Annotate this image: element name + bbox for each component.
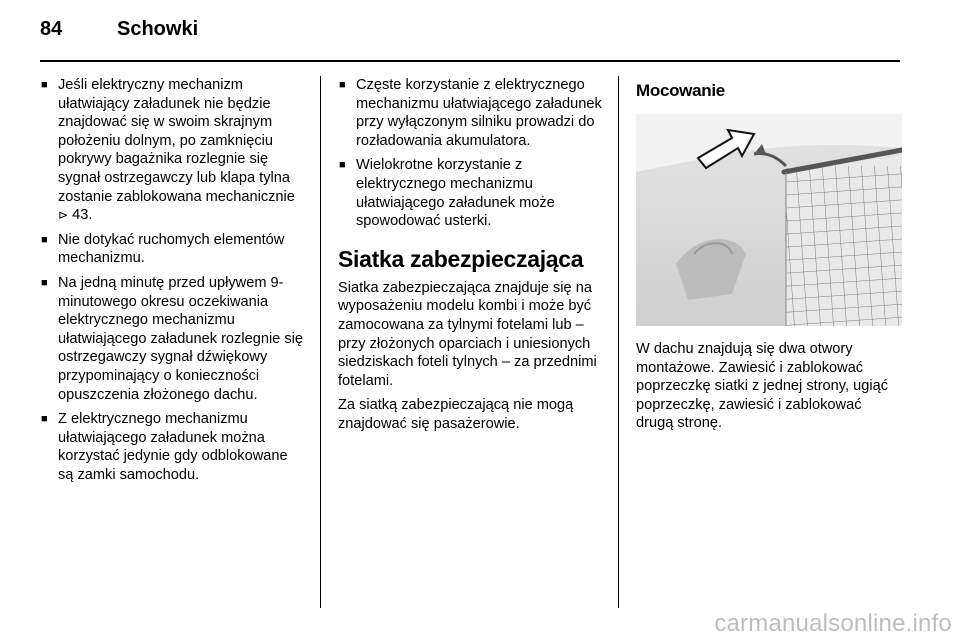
page-header bbox=[0, 0, 960, 62]
list-item-text: Częste korzystanie z elektrycznego mechanizmu ułatwiającego załadunek przy wyłączonym silniku prowadzi do rozładowania akumulatora. bbox=[356, 77, 602, 149]
paragraph: Za siatką zabezpieczającą nie mogą znajdować się pasażerowie. bbox=[338, 397, 574, 432]
paragraph: W dachu znajdują się dwa otwory montażowe. Zawiesić i zablokować poprzeczkę siatki z jednej strony, ugiąć poprzeczkę, zawiesić i zablokować drugą stronę. bbox=[636, 341, 888, 432]
page-reference[interactable]: 43. bbox=[72, 207, 93, 224]
page-reference-arrow-icon: ⊳ bbox=[58, 208, 69, 223]
list-item bbox=[338, 76, 604, 150]
section-heading: Siatka zabezpieczająca bbox=[338, 245, 584, 272]
column-left bbox=[40, 76, 306, 490]
list-item-text: Wielokrotne korzystanie z elektrycznego mechanizmu ułatwiającego załadunek może spowodować usterki. bbox=[356, 157, 555, 230]
list-item-text: Nie dotykać ruchomych elementów mechanizmu. bbox=[58, 231, 285, 267]
watermark: carmanualsonline.info bbox=[714, 610, 952, 637]
square-bullet-icon: ■ bbox=[339, 79, 346, 91]
paragraph: Siatka zabezpieczająca znajduje się na wyposażeniu modelu kombi i może być zamocowana za tylnymi fotelami lub – przy złożonych oparciach i uniesionych siedziskach foteli tylnych – za przednimi fotelami. bbox=[338, 279, 597, 389]
list-item-text: Z elektrycznego mechanizmu ułatwiającego załadunek można korzystać jedynie gdy odblokowane są zamki samochodu. bbox=[58, 411, 288, 483]
list-item-text: Jeśli elektryczny mechanizm ułatwiający załadunek nie będzie znajdować się w swoim skrajnym położeniu dolnym, po zamknięciu pokrywy bagażnika rozlegnie się sygnał ostrzegawczy lub klapa tylna zostanie zablokowana mechanicznie bbox=[58, 77, 295, 205]
column-right bbox=[636, 76, 902, 439]
list-item bbox=[40, 231, 306, 268]
list-item bbox=[40, 274, 306, 404]
subsection-heading: Mocowanie bbox=[636, 81, 725, 100]
column-divider-2 bbox=[618, 76, 619, 608]
square-bullet-icon: ■ bbox=[41, 413, 48, 426]
column-middle bbox=[338, 76, 604, 440]
square-bullet-icon: ■ bbox=[41, 233, 48, 246]
column-divider-1 bbox=[320, 76, 321, 608]
header-rule bbox=[40, 60, 900, 62]
list-item bbox=[40, 410, 306, 484]
page-number: 84 bbox=[40, 18, 63, 40]
list-item bbox=[40, 76, 306, 225]
square-bullet-icon: ■ bbox=[339, 159, 346, 172]
list-item-text: Na jedną minutę przed upływem 9-minutowego okresu oczekiwania elektrycznego mechanizmu ułatwiającego załadunek rozlegnie się ostrzegawczy sygnał dźwiękowy przypominający o konieczności opuszczenia złożonego dachu. bbox=[58, 274, 304, 403]
safety-net-illustration bbox=[636, 114, 902, 326]
section-title: Schowki bbox=[117, 18, 199, 40]
square-bullet-icon: ■ bbox=[41, 79, 48, 91]
square-bullet-icon: ■ bbox=[41, 276, 48, 289]
list-item bbox=[338, 156, 604, 230]
